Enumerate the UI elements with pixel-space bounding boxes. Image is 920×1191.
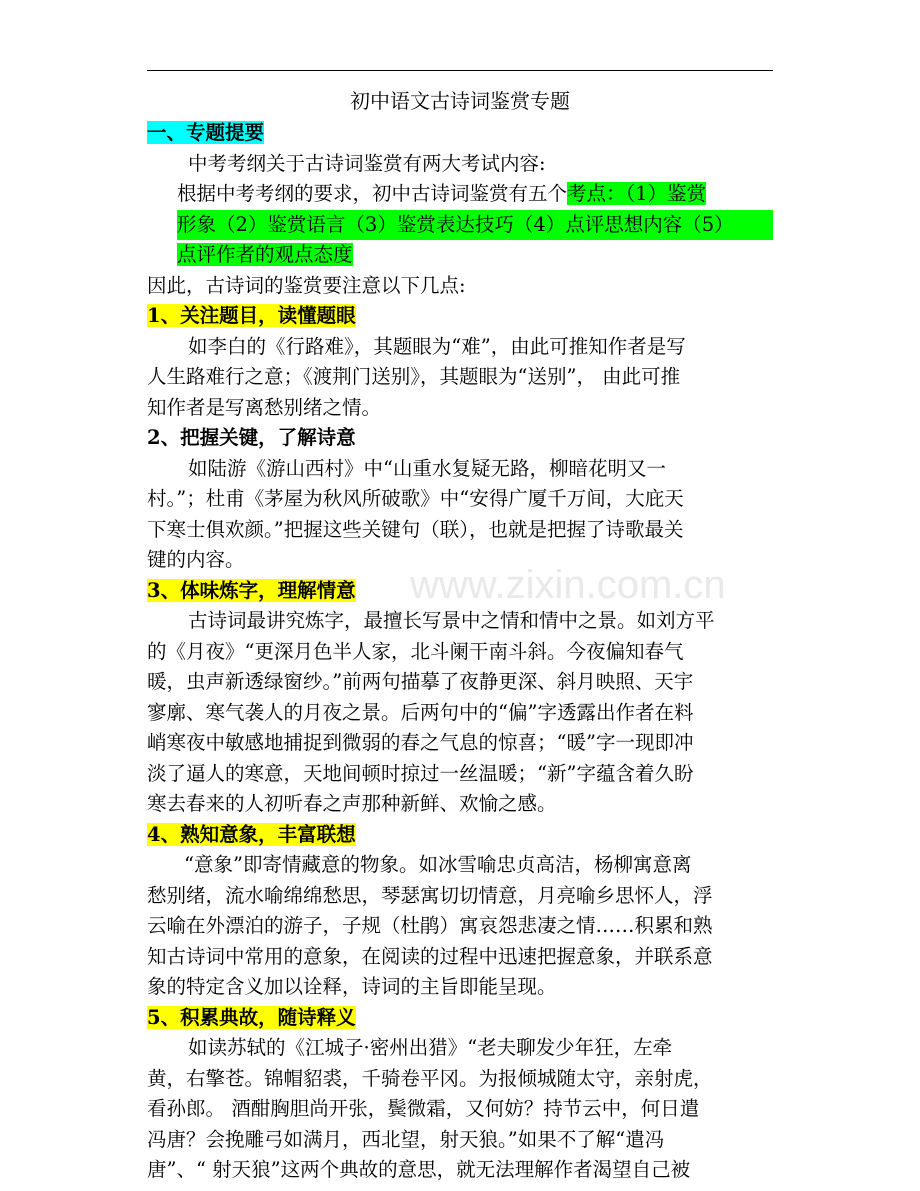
point-heading: 2、把握关键，了解诗意	[147, 426, 356, 449]
point-heading: 5、积累典故，随诗释义	[147, 1005, 356, 1029]
paragraph-line: 键的内容。	[147, 548, 245, 571]
paragraph-line: 古诗词最讲究炼字，最擅长写景中之情和情中之景。如刘方平	[188, 609, 715, 632]
paragraph-line: 人生路难行之意；《渡荆门送别》，其题眼为“送别”， 由此可推	[147, 365, 681, 388]
paragraph-line: 如陆游《游山西村》中“山重水复疑无路，柳暗花明又一	[188, 456, 666, 480]
paragraph-line: 唐”、“ 射天狼”这两个典故的意思，就无法理解作者渴望自己被	[147, 1158, 691, 1181]
intro-line	[147, 179, 773, 210]
paragraph-line: 知作者是写离愁别绪之情。	[147, 395, 382, 419]
exam-points-highlight: 点评作者的观点态度	[177, 243, 353, 266]
intro-line: 因此，古诗词的鉴赏要注意以下几点:	[147, 273, 466, 297]
exam-points-highlight: 考点：（1）鉴赏	[567, 182, 707, 205]
paragraph-line: 象的特定含义加以诠释，诗词的主旨即能呈现。	[147, 975, 557, 998]
section-heading: 一、专题提要	[147, 121, 265, 144]
point-heading: 4、熟知意象，丰富联想	[147, 822, 356, 846]
exam-points-highlight: 形象（2）鉴赏语言（3）鉴赏表达技巧（4）点评思想内容（5）	[177, 210, 773, 241]
paragraph-line: “意象”即寄情藏意的物象。如冰雪喻忠贞高洁，杨柳寓意离	[184, 853, 692, 876]
paragraph-line: 冯唐？会挽雕弓如满月，西北望，射天狼。”如果不了解“遣冯	[147, 1127, 665, 1151]
paragraph-line: 暖，虫声新透绿窗纱。”前两句描摹了夜静更深、斜月映照、天宇	[147, 670, 694, 693]
paragraph-line: 下寒士俱欢颜。”把握这些关键句（联），也就是把握了诗歌最关	[147, 517, 684, 541]
paragraph-line: 云喻在外漂泊的游子，子规（杜鹃）寓哀怨悲凄之情……积累和熟	[147, 914, 713, 937]
paragraph-line: 如李白的《行路难》，其题眼为“难”，由此可推知作者是写	[188, 334, 686, 358]
document-page	[147, 84, 773, 1186]
paragraph-line: 的《月夜》“更深月色半人家，北斗阑干南斗斜。今夜偏知春气	[147, 639, 684, 663]
paragraph-line: 淡了逼人的寒意，天地间顿时掠过一丝温暖；“新”字蕴含着久盼	[147, 761, 694, 785]
intro-text: 根据中考考纲的要求，初中古诗词鉴赏有五个	[177, 182, 568, 205]
paragraph-line: 知古诗词中常用的意象，在阅读的过程中迅速把握意象，并联系意	[147, 944, 713, 968]
watermark-text: www.zixin.com.cn	[410, 563, 726, 607]
paragraph-line: 如读苏轼的《江城子·密州出猎》“老夫聊发少年狂，左牵	[188, 1036, 673, 1059]
header-rule	[147, 70, 773, 71]
paragraph-line: 看孙郎。 酒酣胸胆尚开张，鬓微霜，又何妨？持节云中，何日遣	[147, 1097, 700, 1120]
paragraph-line: 峭寒夜中敏感地捕捉到微弱的春之气息的惊喜；“暖”字一现即冲	[147, 731, 694, 754]
point-heading: 3、体味炼字，理解情意	[147, 578, 356, 602]
paragraph-line: 寒去春来的人初听春之声那种新鲜、欢愉之感。	[147, 792, 557, 815]
document-title: 初中语文古诗词鉴赏专题	[350, 89, 570, 113]
paragraph-line: 寥廓、寒气袭人的月夜之景。后两句中的“偏”字透露出作者在料	[147, 700, 694, 724]
intro-line: 中考考纲关于古诗词鉴赏有两大考试内容:	[188, 151, 546, 175]
paragraph-line: 黄，右擎苍。锦帽貂裘，千骑卷平冈。为报倾城随太守，亲射虎，	[147, 1066, 713, 1090]
paragraph-line: 愁别绪，流水喻绵绵愁思，琴瑟寓切切情意，月亮喻乡思怀人，浮	[147, 883, 713, 907]
paragraph-line: 村。”；杜甫《茅屋为秋风所破歌》中“安得广厦千万间，大庇天	[147, 487, 684, 510]
point-heading: 1、关注题目，读懂题眼	[147, 304, 356, 327]
